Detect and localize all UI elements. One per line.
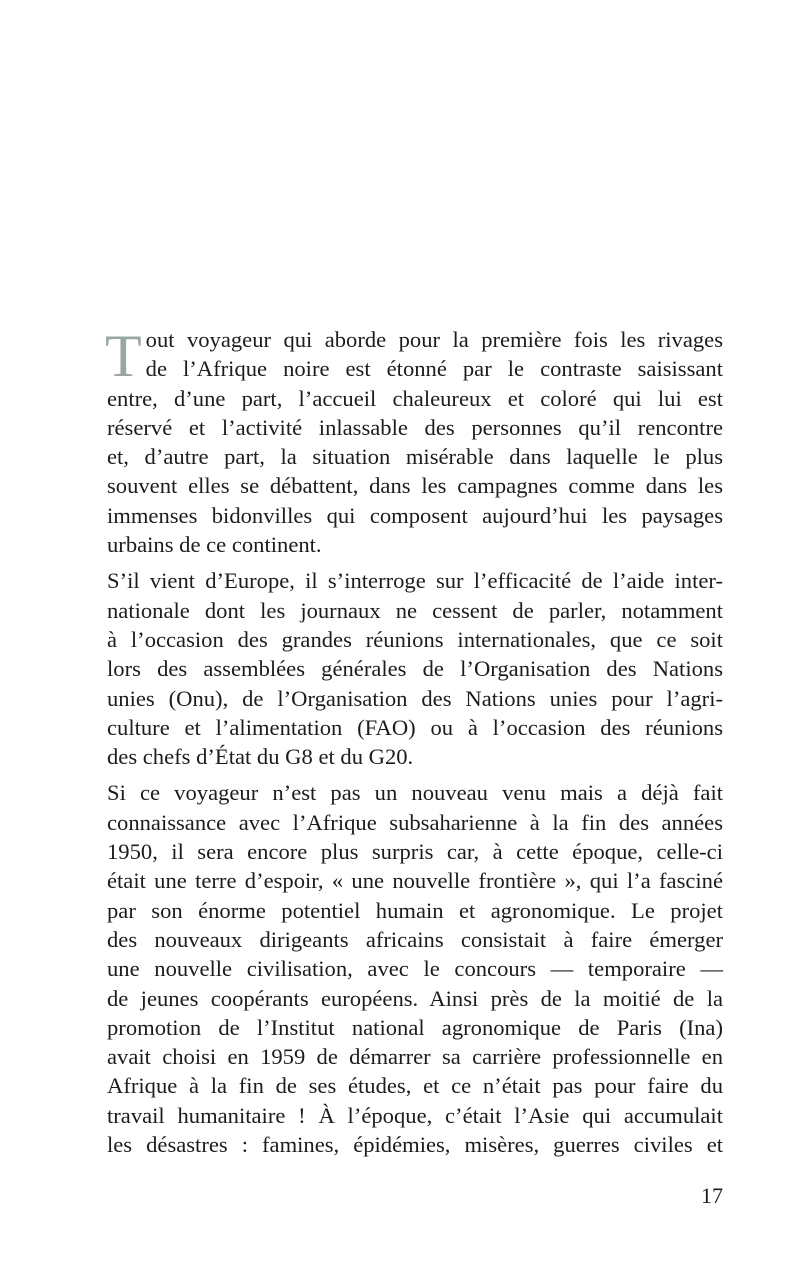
paragraph-1: [107, 325, 723, 559]
text-line: promotion de l’Institut national agronomique de Paris (Ina): [107, 1014, 723, 1040]
text-line: nationale dont les journaux ne cessent de parler, notamment: [107, 597, 723, 623]
page-number: 17: [701, 1183, 723, 1208]
text-line: lors des assemblées générales de l’Organisation des Nations: [107, 656, 723, 682]
text-line: des chefs d’État du G8 et du G20.: [107, 744, 414, 770]
text-line: les désastres : famines, épidémies, misères, guerres civiles et: [107, 1132, 723, 1158]
text-line: culture et l’alimentation (FAO) ou à l’occasion des réunions: [107, 714, 723, 740]
text-line: une nouvelle civilisation, avec le concours — temporaire —: [107, 956, 723, 982]
text-line: out voyageur qui aborde pour la première fois les rivages: [145, 327, 723, 352]
text-line: entre, d’une part, l’accueil chaleureux et coloré qui lui est: [107, 385, 723, 411]
text-line: et, d’autre part, la situation misérable dans laquelle le plus: [107, 444, 723, 470]
paragraph-gap: [107, 559, 723, 566]
text-line: souvent elles se débattent, dans les campagnes comme dans les: [107, 473, 723, 499]
paragraph-3: [107, 778, 723, 1159]
text-line: par son énorme potentiel humain et agronomique. Le projet: [107, 897, 723, 923]
text-line: de l’Afrique noire est étonné par le contraste saisissant: [145, 356, 723, 382]
text-line: unies (Onu), de l’Organisation des Nations unies pour l’agri-: [107, 685, 723, 711]
text-line: S’il vient d’Europe, il s’interroge sur l’efficacité de l’aide inter-: [107, 568, 723, 594]
text-line: Afrique à la fin de ses études, et ce n’était pas pour faire du: [107, 1073, 723, 1099]
text-line: connaissance avec l’Afrique subsaharienne à la fin des années: [107, 809, 723, 835]
paragraph-2: [107, 566, 723, 771]
text-line: était une terre d’espoir, « une nouvelle frontière », qui l’a fasciné: [107, 868, 723, 894]
text-line: réservé et l’activité inlassable des personnes qu’il rencontre: [107, 414, 723, 440]
text-line: de jeunes coopérants européens. Ainsi près de la moitié de la: [107, 985, 723, 1011]
text-line: 1950, il sera encore plus surpris car, à cette époque, celle-ci: [107, 839, 723, 865]
body-text: [107, 325, 723, 1159]
text-line: avait choisi en 1959 de démarrer sa carrière professionnelle en: [107, 1044, 723, 1070]
paragraph-gap: [107, 771, 723, 778]
text-line: des nouveaux dirigeants africains consistait à faire émerger: [107, 926, 723, 952]
text-line: Si ce voyageur n’est pas un nouveau venu mais a déjà fait: [107, 780, 723, 806]
text-line: urbains de ce continent.: [107, 532, 322, 558]
drop-cap: T: [105, 323, 142, 389]
text-line: immenses bidonvilles qui composent aujourd’hui les paysages: [107, 502, 723, 528]
text-line: travail humanitaire ! À l’époque, c’était l’Asie qui accumulait: [107, 1102, 723, 1128]
text-line: à l’occasion des grandes réunions internationales, que ce soit: [107, 626, 723, 652]
